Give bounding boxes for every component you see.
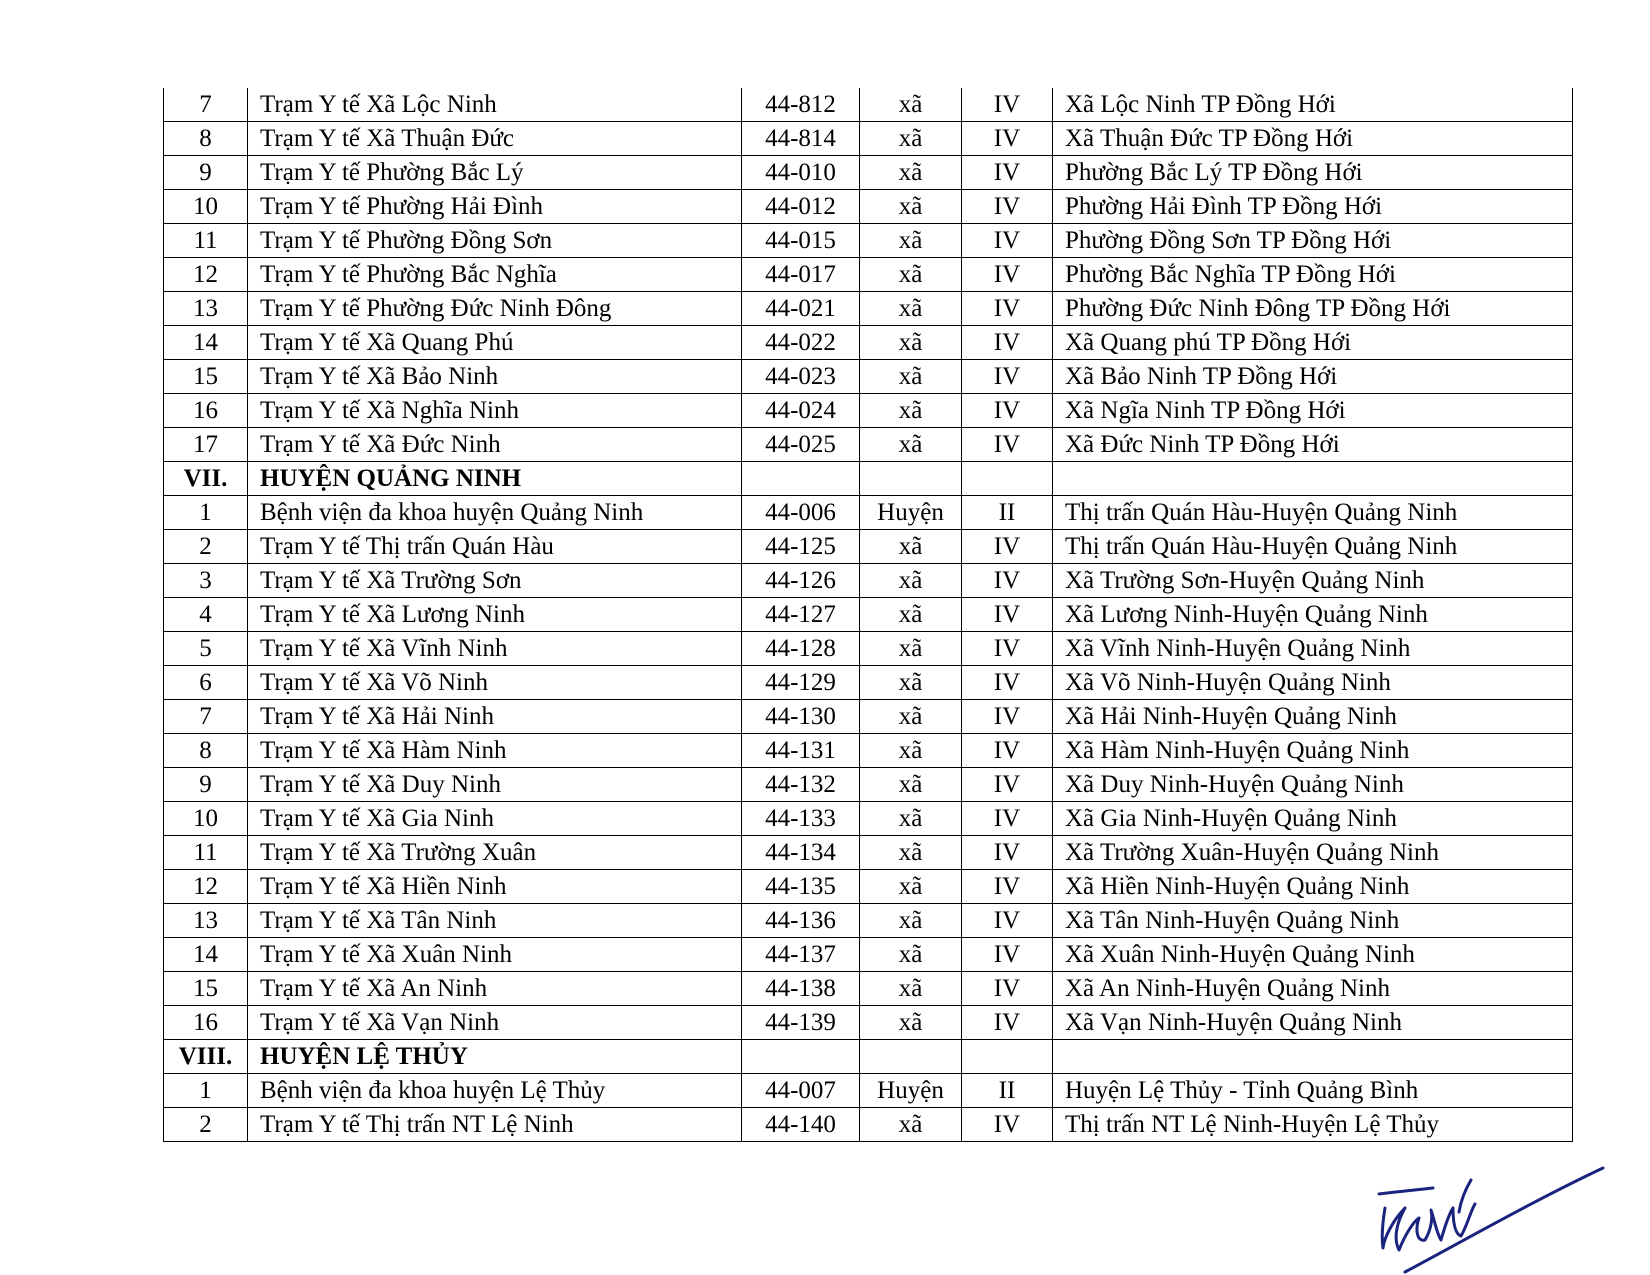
address-cell: Thị trấn Quán Hàu-Huyện Quảng Ninh (1053, 530, 1573, 564)
grade-cell: IV (962, 190, 1053, 224)
table-row (164, 666, 1573, 700)
level-cell: xã (860, 1108, 962, 1142)
code-cell: 44-023 (742, 360, 860, 394)
code-cell: 44-131 (742, 734, 860, 768)
level-cell: xã (860, 360, 962, 394)
grade-cell: IV (962, 598, 1053, 632)
table-row (164, 292, 1573, 326)
code-cell: 44-007 (742, 1074, 860, 1108)
code-cell: 44-135 (742, 870, 860, 904)
address-cell: Thị trấn Quán Hàu-Huyện Quảng Ninh (1053, 496, 1573, 530)
name-cell: Trạm Y tế Xã Nghĩa Ninh (248, 394, 742, 428)
level-cell: xã (860, 870, 962, 904)
address-cell: Xã Lộc Ninh TP Đồng Hới (1053, 88, 1573, 122)
address-cell: Xã Ngĩa Ninh TP Đồng Hới (1053, 394, 1573, 428)
code-cell: 44-129 (742, 666, 860, 700)
stt-cell: 1 (164, 1074, 248, 1108)
table-row (164, 836, 1573, 870)
address-cell: Huyện Lệ Thủy - Tỉnh Quảng Bình (1053, 1074, 1573, 1108)
level-cell: xã (860, 836, 962, 870)
level-cell: xã (860, 326, 962, 360)
address-cell: Xã Trường Sơn-Huyện Quảng Ninh (1053, 564, 1573, 598)
stt-cell: 13 (164, 292, 248, 326)
code-cell: 44-812 (742, 88, 860, 122)
stt-cell: 13 (164, 904, 248, 938)
level-cell: xã (860, 190, 962, 224)
table-row (164, 972, 1573, 1006)
table-row (164, 1074, 1573, 1108)
grade-cell: IV (962, 530, 1053, 564)
code-cell: 44-137 (742, 938, 860, 972)
grade-cell: IV (962, 734, 1053, 768)
code-cell: 44-133 (742, 802, 860, 836)
address-cell: Xã Hàm Ninh-Huyện Quảng Ninh (1053, 734, 1573, 768)
level-cell: xã (860, 156, 962, 190)
name-cell: Trạm Y tế Phường Đồng Sơn (248, 224, 742, 258)
table-row (164, 564, 1573, 598)
grade-cell: II (962, 1074, 1053, 1108)
name-cell: Bệnh viện đa khoa huyện Quảng Ninh (248, 496, 742, 530)
level-cell (860, 1040, 962, 1074)
grade-cell: IV (962, 292, 1053, 326)
stt-cell: 7 (164, 700, 248, 734)
stt-cell: 11 (164, 224, 248, 258)
stt-cell: 3 (164, 564, 248, 598)
name-cell: Trạm Y tế Xã Lương Ninh (248, 598, 742, 632)
table-row (164, 802, 1573, 836)
grade-cell: IV (962, 802, 1053, 836)
code-cell: 44-125 (742, 530, 860, 564)
grade-cell: IV (962, 360, 1053, 394)
stt-cell: 12 (164, 258, 248, 292)
table-row (164, 632, 1573, 666)
grade-cell (962, 462, 1053, 496)
stt-cell: 2 (164, 1108, 248, 1142)
grade-cell: IV (962, 972, 1053, 1006)
stt-cell: 6 (164, 666, 248, 700)
name-cell: Trạm Y tế Phường Bắc Lý (248, 156, 742, 190)
name-cell: Trạm Y tế Xã Trường Sơn (248, 564, 742, 598)
section-row (164, 1040, 1573, 1074)
name-cell: Trạm Y tế Xã Tân Ninh (248, 904, 742, 938)
grade-cell: IV (962, 156, 1053, 190)
address-cell: Xã Hiền Ninh-Huyện Quảng Ninh (1053, 870, 1573, 904)
table-row (164, 1108, 1573, 1142)
name-cell: Trạm Y tế Xã Lộc Ninh (248, 88, 742, 122)
address-cell: Xã Đức Ninh TP Đồng Hới (1053, 428, 1573, 462)
address-cell: Xã Bảo Ninh TP Đồng Hới (1053, 360, 1573, 394)
table-row (164, 394, 1573, 428)
address-cell: Phường Hải Đình TP Đồng Hới (1053, 190, 1573, 224)
name-cell: Trạm Y tế Xã Gia Ninh (248, 802, 742, 836)
stt-cell: 8 (164, 122, 248, 156)
name-cell: Trạm Y tế Phường Bắc Nghĩa (248, 258, 742, 292)
table-row (164, 530, 1573, 564)
code-cell: 44-138 (742, 972, 860, 1006)
grade-cell: IV (962, 700, 1053, 734)
address-cell: Xã Xuân Ninh-Huyện Quảng Ninh (1053, 938, 1573, 972)
level-cell: xã (860, 292, 962, 326)
table-row (164, 904, 1573, 938)
name-cell: Trạm Y tế Xã Vĩnh Ninh (248, 632, 742, 666)
address-cell: Xã Lương Ninh-Huyện Quảng Ninh (1053, 598, 1573, 632)
level-cell: xã (860, 938, 962, 972)
level-cell: xã (860, 666, 962, 700)
level-cell: xã (860, 428, 962, 462)
level-cell (860, 462, 962, 496)
code-cell: 44-128 (742, 632, 860, 666)
stt-cell: 2 (164, 530, 248, 564)
table-row (164, 88, 1573, 122)
level-cell: xã (860, 768, 962, 802)
address-cell: Phường Đức Ninh Đông TP Đồng Hới (1053, 292, 1573, 326)
stt-cell: 7 (164, 88, 248, 122)
grade-cell: IV (962, 428, 1053, 462)
table-row (164, 360, 1573, 394)
name-cell: Trạm Y tế Xã Đức Ninh (248, 428, 742, 462)
table-row (164, 700, 1573, 734)
code-cell (742, 462, 860, 496)
name-cell: Trạm Y tế Xã Vạn Ninh (248, 1006, 742, 1040)
name-cell: Trạm Y tế Thị trấn Quán Hàu (248, 530, 742, 564)
table-row (164, 734, 1573, 768)
grade-cell: II (962, 496, 1053, 530)
level-cell: xã (860, 632, 962, 666)
name-cell: Bệnh viện đa khoa huyện Lệ Thủy (248, 1074, 742, 1108)
name-cell: Trạm Y tế Xã Bảo Ninh (248, 360, 742, 394)
level-cell: xã (860, 700, 962, 734)
grade-cell: IV (962, 122, 1053, 156)
stt-cell: 11 (164, 836, 248, 870)
address-cell: Xã Vĩnh Ninh-Huyện Quảng Ninh (1053, 632, 1573, 666)
code-cell: 44-139 (742, 1006, 860, 1040)
level-cell: xã (860, 122, 962, 156)
address-cell: Phường Bắc Nghĩa TP Đồng Hới (1053, 258, 1573, 292)
name-cell: Trạm Y tế Thị trấn NT Lệ Ninh (248, 1108, 742, 1142)
stt-cell: 1 (164, 496, 248, 530)
level-cell: xã (860, 224, 962, 258)
name-cell: Trạm Y tế Phường Hải Đình (248, 190, 742, 224)
code-cell: 44-015 (742, 224, 860, 258)
level-cell: xã (860, 972, 962, 1006)
stt-cell: 16 (164, 1006, 248, 1040)
code-cell: 44-025 (742, 428, 860, 462)
name-cell: Trạm Y tế Xã Hàm Ninh (248, 734, 742, 768)
table-row (164, 156, 1573, 190)
address-cell: Xã Duy Ninh-Huyện Quảng Ninh (1053, 768, 1573, 802)
code-cell: 44-021 (742, 292, 860, 326)
stt-cell: VII. (164, 462, 248, 496)
address-cell: Xã Gia Ninh-Huyện Quảng Ninh (1053, 802, 1573, 836)
code-cell: 44-022 (742, 326, 860, 360)
name-cell: Trạm Y tế Xã Thuận Đức (248, 122, 742, 156)
name-cell: Trạm Y tế Xã Hiền Ninh (248, 870, 742, 904)
level-cell: xã (860, 530, 962, 564)
level-cell: xã (860, 598, 962, 632)
stt-cell: 17 (164, 428, 248, 462)
address-cell: Xã Tân Ninh-Huyện Quảng Ninh (1053, 904, 1573, 938)
stt-cell: 10 (164, 190, 248, 224)
section-row (164, 462, 1573, 496)
code-cell: 44-130 (742, 700, 860, 734)
stt-cell: 8 (164, 734, 248, 768)
table-body (164, 88, 1573, 1142)
stt-cell: 4 (164, 598, 248, 632)
code-cell: 44-132 (742, 768, 860, 802)
code-cell: 44-024 (742, 394, 860, 428)
name-cell: Trạm Y tế Xã Xuân Ninh (248, 938, 742, 972)
code-cell: 44-010 (742, 156, 860, 190)
name-cell: Trạm Y tế Xã Hải Ninh (248, 700, 742, 734)
code-cell: 44-017 (742, 258, 860, 292)
table-row (164, 326, 1573, 360)
stt-cell: 10 (164, 802, 248, 836)
stt-cell: VIII. (164, 1040, 248, 1074)
code-cell: 44-006 (742, 496, 860, 530)
address-cell: Xã Thuận Đức TP Đồng Hới (1053, 122, 1573, 156)
level-cell: xã (860, 802, 962, 836)
address-cell: Phường Bắc Lý TP Đồng Hới (1053, 156, 1573, 190)
level-cell: xã (860, 394, 962, 428)
name-cell: Trạm Y tế Xã Duy Ninh (248, 768, 742, 802)
name-cell: Trạm Y tế Xã An Ninh (248, 972, 742, 1006)
grade-cell: IV (962, 632, 1053, 666)
address-cell: Xã Võ Ninh-Huyện Quảng Ninh (1053, 666, 1573, 700)
stt-cell: 16 (164, 394, 248, 428)
level-cell: Huyện (860, 496, 962, 530)
table-row (164, 224, 1573, 258)
grade-cell: IV (962, 1108, 1053, 1142)
level-cell: xã (860, 734, 962, 768)
grade-cell: IV (962, 224, 1053, 258)
code-cell: 44-134 (742, 836, 860, 870)
code-cell: 44-814 (742, 122, 860, 156)
grade-cell: IV (962, 564, 1053, 598)
code-cell (742, 1040, 860, 1074)
code-cell: 44-140 (742, 1108, 860, 1142)
table-row (164, 598, 1573, 632)
grade-cell: IV (962, 1006, 1053, 1040)
name-cell: Trạm Y tế Phường Đức Ninh Đông (248, 292, 742, 326)
code-cell: 44-012 (742, 190, 860, 224)
table-row (164, 428, 1573, 462)
table-row (164, 190, 1573, 224)
grade-cell: IV (962, 326, 1053, 360)
code-cell: 44-136 (742, 904, 860, 938)
grade-cell: IV (962, 666, 1053, 700)
table-row (164, 496, 1573, 530)
table-row (164, 1006, 1573, 1040)
table-row (164, 768, 1573, 802)
stt-cell: 5 (164, 632, 248, 666)
grade-cell: IV (962, 870, 1053, 904)
address-cell (1053, 462, 1573, 496)
table-row (164, 122, 1573, 156)
grade-cell (962, 1040, 1053, 1074)
name-cell: Trạm Y tế Xã Quang Phú (248, 326, 742, 360)
level-cell: xã (860, 904, 962, 938)
stt-cell: 15 (164, 972, 248, 1006)
address-cell: Phường Đồng Sơn TP Đồng Hới (1053, 224, 1573, 258)
level-cell: xã (860, 88, 962, 122)
stt-cell: 9 (164, 156, 248, 190)
grade-cell: IV (962, 938, 1053, 972)
code-cell: 44-126 (742, 564, 860, 598)
stt-cell: 9 (164, 768, 248, 802)
address-cell (1053, 1040, 1573, 1074)
table-row (164, 870, 1573, 904)
code-cell: 44-127 (742, 598, 860, 632)
name-cell: Trạm Y tế Xã Võ Ninh (248, 666, 742, 700)
address-cell: Xã Trường Xuân-Huyện Quảng Ninh (1053, 836, 1573, 870)
signature (1375, 1160, 1605, 1275)
address-cell: Xã An Ninh-Huyện Quảng Ninh (1053, 972, 1573, 1006)
grade-cell: IV (962, 88, 1053, 122)
name-cell: HUYỆN LỆ THỦY (248, 1040, 742, 1074)
level-cell: xã (860, 564, 962, 598)
stt-cell: 15 (164, 360, 248, 394)
name-cell: Trạm Y tế Xã Trường Xuân (248, 836, 742, 870)
level-cell: xã (860, 1006, 962, 1040)
grade-cell: IV (962, 768, 1053, 802)
table-row (164, 258, 1573, 292)
grade-cell: IV (962, 394, 1053, 428)
table-row (164, 938, 1573, 972)
grade-cell: IV (962, 836, 1053, 870)
facility-table (163, 88, 1573, 1142)
stt-cell: 14 (164, 938, 248, 972)
name-cell: HUYỆN QUẢNG NINH (248, 462, 742, 496)
level-cell: Huyện (860, 1074, 962, 1108)
grade-cell: IV (962, 904, 1053, 938)
address-cell: Xã Vạn Ninh-Huyện Quảng Ninh (1053, 1006, 1573, 1040)
grade-cell: IV (962, 258, 1053, 292)
address-cell: Xã Hải Ninh-Huyện Quảng Ninh (1053, 700, 1573, 734)
level-cell: xã (860, 258, 962, 292)
stt-cell: 14 (164, 326, 248, 360)
address-cell: Thị trấn NT Lệ Ninh-Huyện Lệ Thủy (1053, 1108, 1573, 1142)
stt-cell: 12 (164, 870, 248, 904)
address-cell: Xã Quang phú TP Đồng Hới (1053, 326, 1573, 360)
